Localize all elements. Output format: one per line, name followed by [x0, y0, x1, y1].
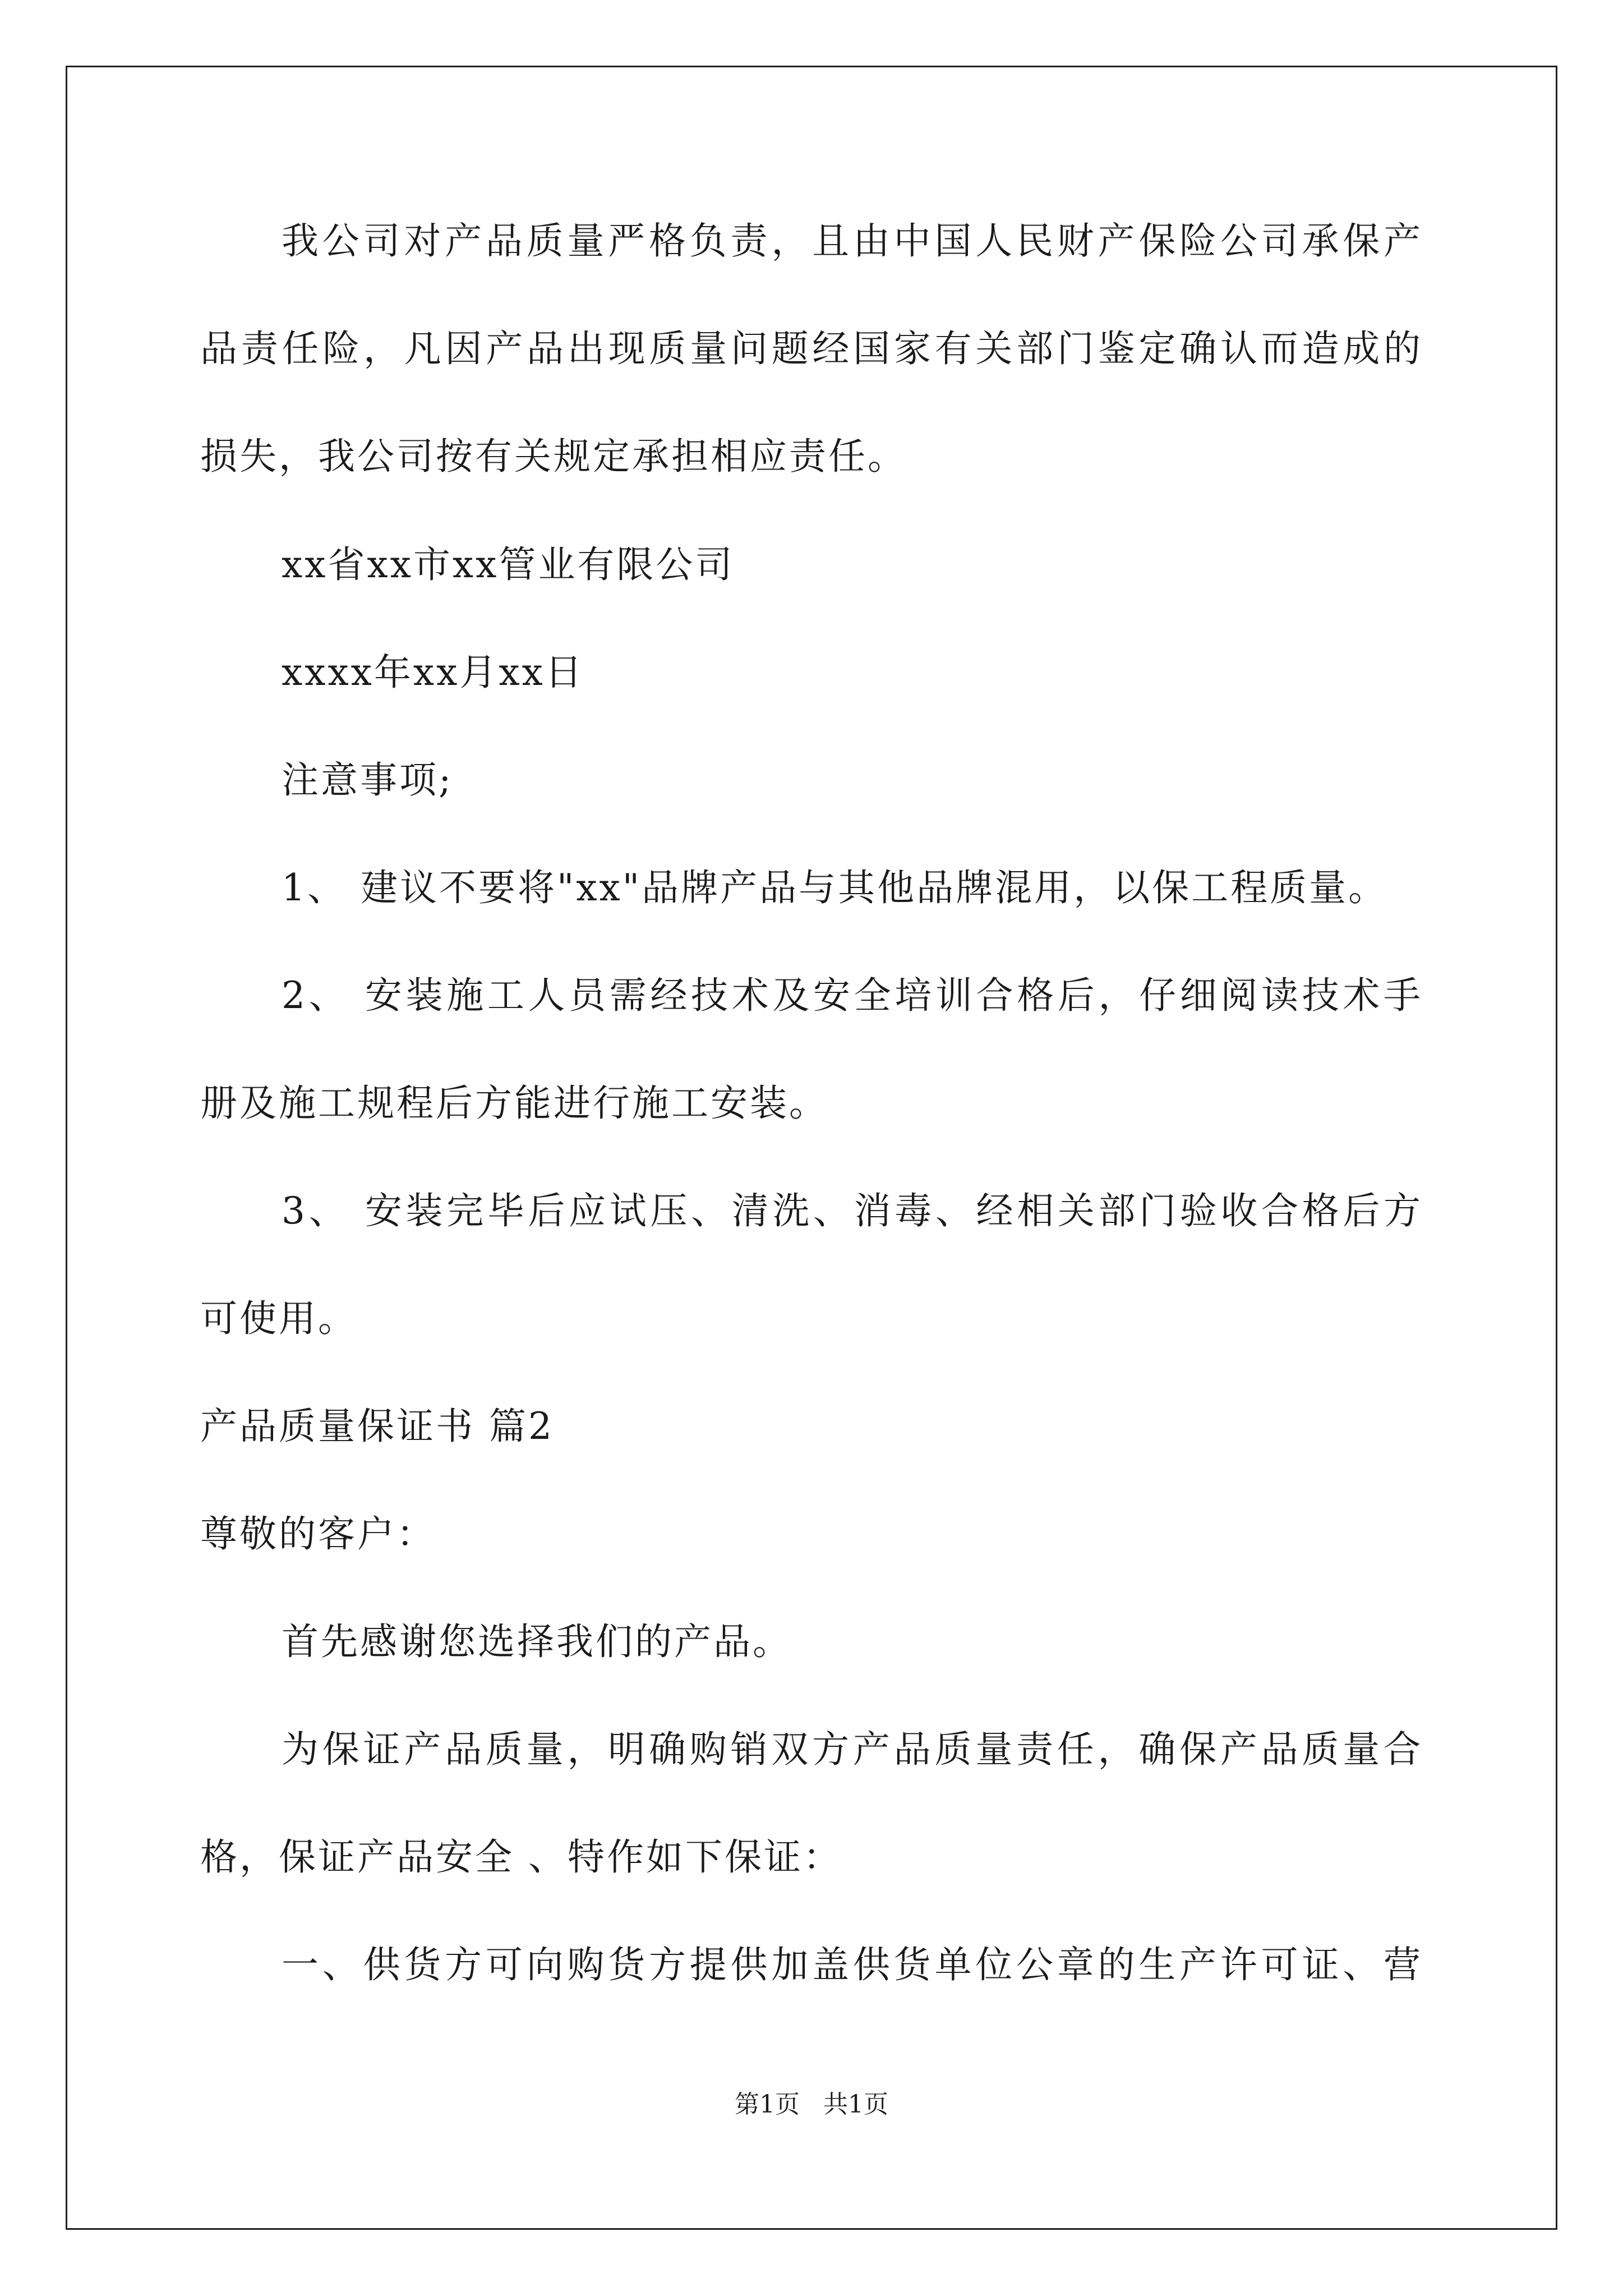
page-footer: 第1页 共1页 [735, 2090, 888, 2119]
paragraph-line: 损失，我公司按有关规定承担相应责任。 [200, 435, 907, 478]
paragraph-line: 首先感谢您选择我们的产品。 [282, 1620, 792, 1663]
date-line: xxxx年xx月xx日 [282, 651, 584, 694]
paragraph-line: 格，保证产品安全 、特作如下保证： [200, 1835, 842, 1879]
paragraph-line: 我公司对产品质量严格负责，且由中国人民财产保险公司承保产 [282, 219, 1423, 263]
paragraph-line: 品责任险，凡因产品出现质量问题经国家有关部门鉴定确认而造成的 [200, 327, 1423, 370]
salutation: 尊敬的客户： [200, 1512, 436, 1556]
note-item: 3、 安装完毕后应试压、清洗、消毒、经相关部门验收合格后方 [282, 1189, 1423, 1232]
paragraph-line: 为保证产品质量，明确购销双方产品质量责任，确保产品质量合 [282, 1728, 1423, 1771]
company-name: xx省xx市xx管业有限公司 [282, 543, 735, 586]
note-item: 1、 建议不要将"xx"品牌产品与其他品牌混用，以保工程质量。 [282, 866, 1388, 909]
section-title: 产品质量保证书 篇2 [200, 1405, 554, 1448]
note-item: 2、 安装施工人员需经技术及安全培训合格后，仔细阅读技术手 [282, 974, 1423, 1017]
notes-heading: 注意事项; [282, 758, 454, 802]
page-border [66, 66, 1557, 2230]
paragraph-line: 一、供货方可向购货方提供加盖供货单位公章的生产许可证、营 [282, 1943, 1423, 1986]
paragraph-line: 册及施工规程后方能进行施工安装。 [200, 1082, 828, 1125]
paragraph-line: 可使用。 [200, 1297, 357, 1340]
